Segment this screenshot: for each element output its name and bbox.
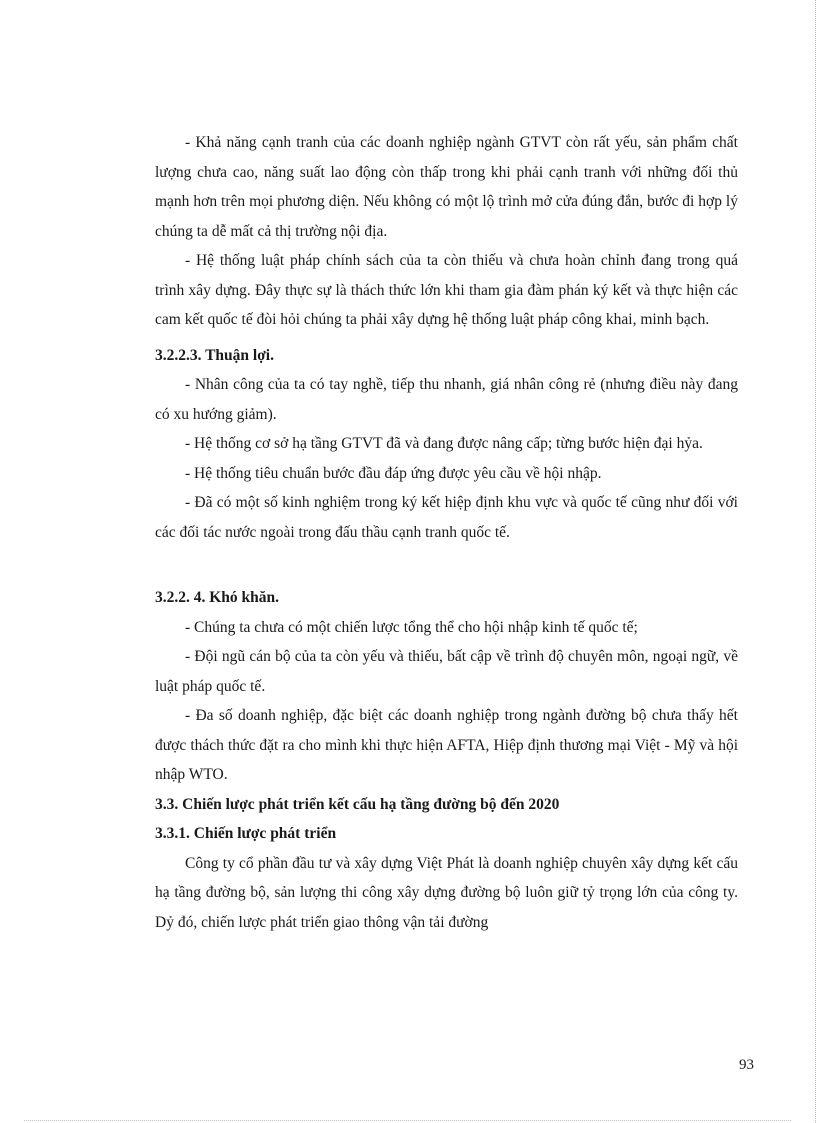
paragraph-strategy-lacking: - Chúng ta chưa có một chiến lược tổng thể cho hội nhập kinh tế quốc tế; xyxy=(185,618,638,636)
page-bottom-border xyxy=(24,1120,791,1121)
paragraph-experience: - Đã có một số kinh nghiệm trong ký kết hiệp định khu vực và quốc tế cũng như đối với các đối tác nước ngoài trong đấu thầu cạnh tranh quốc tế. xyxy=(155,494,738,541)
heading-section-3-3: 3.3. Chiến lược phát triển kết cấu hạ tầng đường bộ đến 2020 xyxy=(155,795,560,813)
page-number: 93 xyxy=(739,1057,754,1073)
paragraph-enterprises: - Đa số doanh nghiệp, đặc biệt các doanh nghiệp trong ngành đường bộ chưa thấy hết được thách thức đặt ra cho mình khi thực hiện AFTA, Hiệp định thương mại Việt - Mỹ và hội nhập WTO. xyxy=(155,707,738,783)
paragraph-company: Công ty cổ phần đầu tư và xây dựng Việt Phát là doanh nghiệp chuyên xây dựng kết cấu hạ tầng đường bộ, sản lượng thi công xây dựng đường bộ luôn giữ tỷ trọng lớn của công ty. Dỷ đó, chiến lược phát triển giao thông vận tải đường xyxy=(155,854,738,931)
paragraph-infrastructure: - Hệ thống cơ sở hạ tầng GTVT đã và đang được nâng cấp; từng bước hiện đại hỷa. xyxy=(185,435,703,452)
paragraph-competitiveness: - Khả năng cạnh tranh của các doanh nghiệp ngành GTVT còn rất yếu, sản phẩm chất lượng chưa cao, năng suất lao động còn thấp trong khi phải cạnh tranh với những đối thủ mạnh hơn trên mọi phương diện. Nếu không có một lộ trình mở cửa đúng đắn, bước đi hợp lý chúng ta dễ mất cả thị trường nội địa. xyxy=(155,134,738,240)
heading-advantages: 3.2.2.3. Thuận lợi. xyxy=(155,346,274,364)
document-body xyxy=(155,128,738,937)
paragraph-standards: - Hệ thống tiêu chuẩn bước đầu đáp ứng được yêu cầu về hội nhập. xyxy=(185,464,602,482)
paragraph-staff: - Đội ngũ cán bộ của ta còn yếu và thiếu, bất cập về trình độ chuyên môn, ngoại ngữ, về luật pháp quốc tế. xyxy=(155,648,738,695)
paragraph-labor: - Nhân công của ta có tay nghề, tiếp thu nhanh, giá nhân công rẻ (nhưng điều này đang có xu hướng giảm). xyxy=(155,376,738,423)
paragraph-legal-system: - Hệ thống luật pháp chính sách của ta còn thiếu và chưa hoàn chỉnh đang trong quá trình xây dựng. Đây thực sự là thách thức lớn khi tham gia đàm phán ký kết và thực hiện các cam kết quốc tế đòi hỏi chúng ta phải xây dựng hệ thống luật pháp công khai, minh bạch. xyxy=(155,252,738,328)
heading-section-3-3-1: 3.3.1. Chiến lược phát triển xyxy=(155,825,337,842)
heading-difficulties: 3.2.2. 4. Khó khăn. xyxy=(155,589,280,606)
